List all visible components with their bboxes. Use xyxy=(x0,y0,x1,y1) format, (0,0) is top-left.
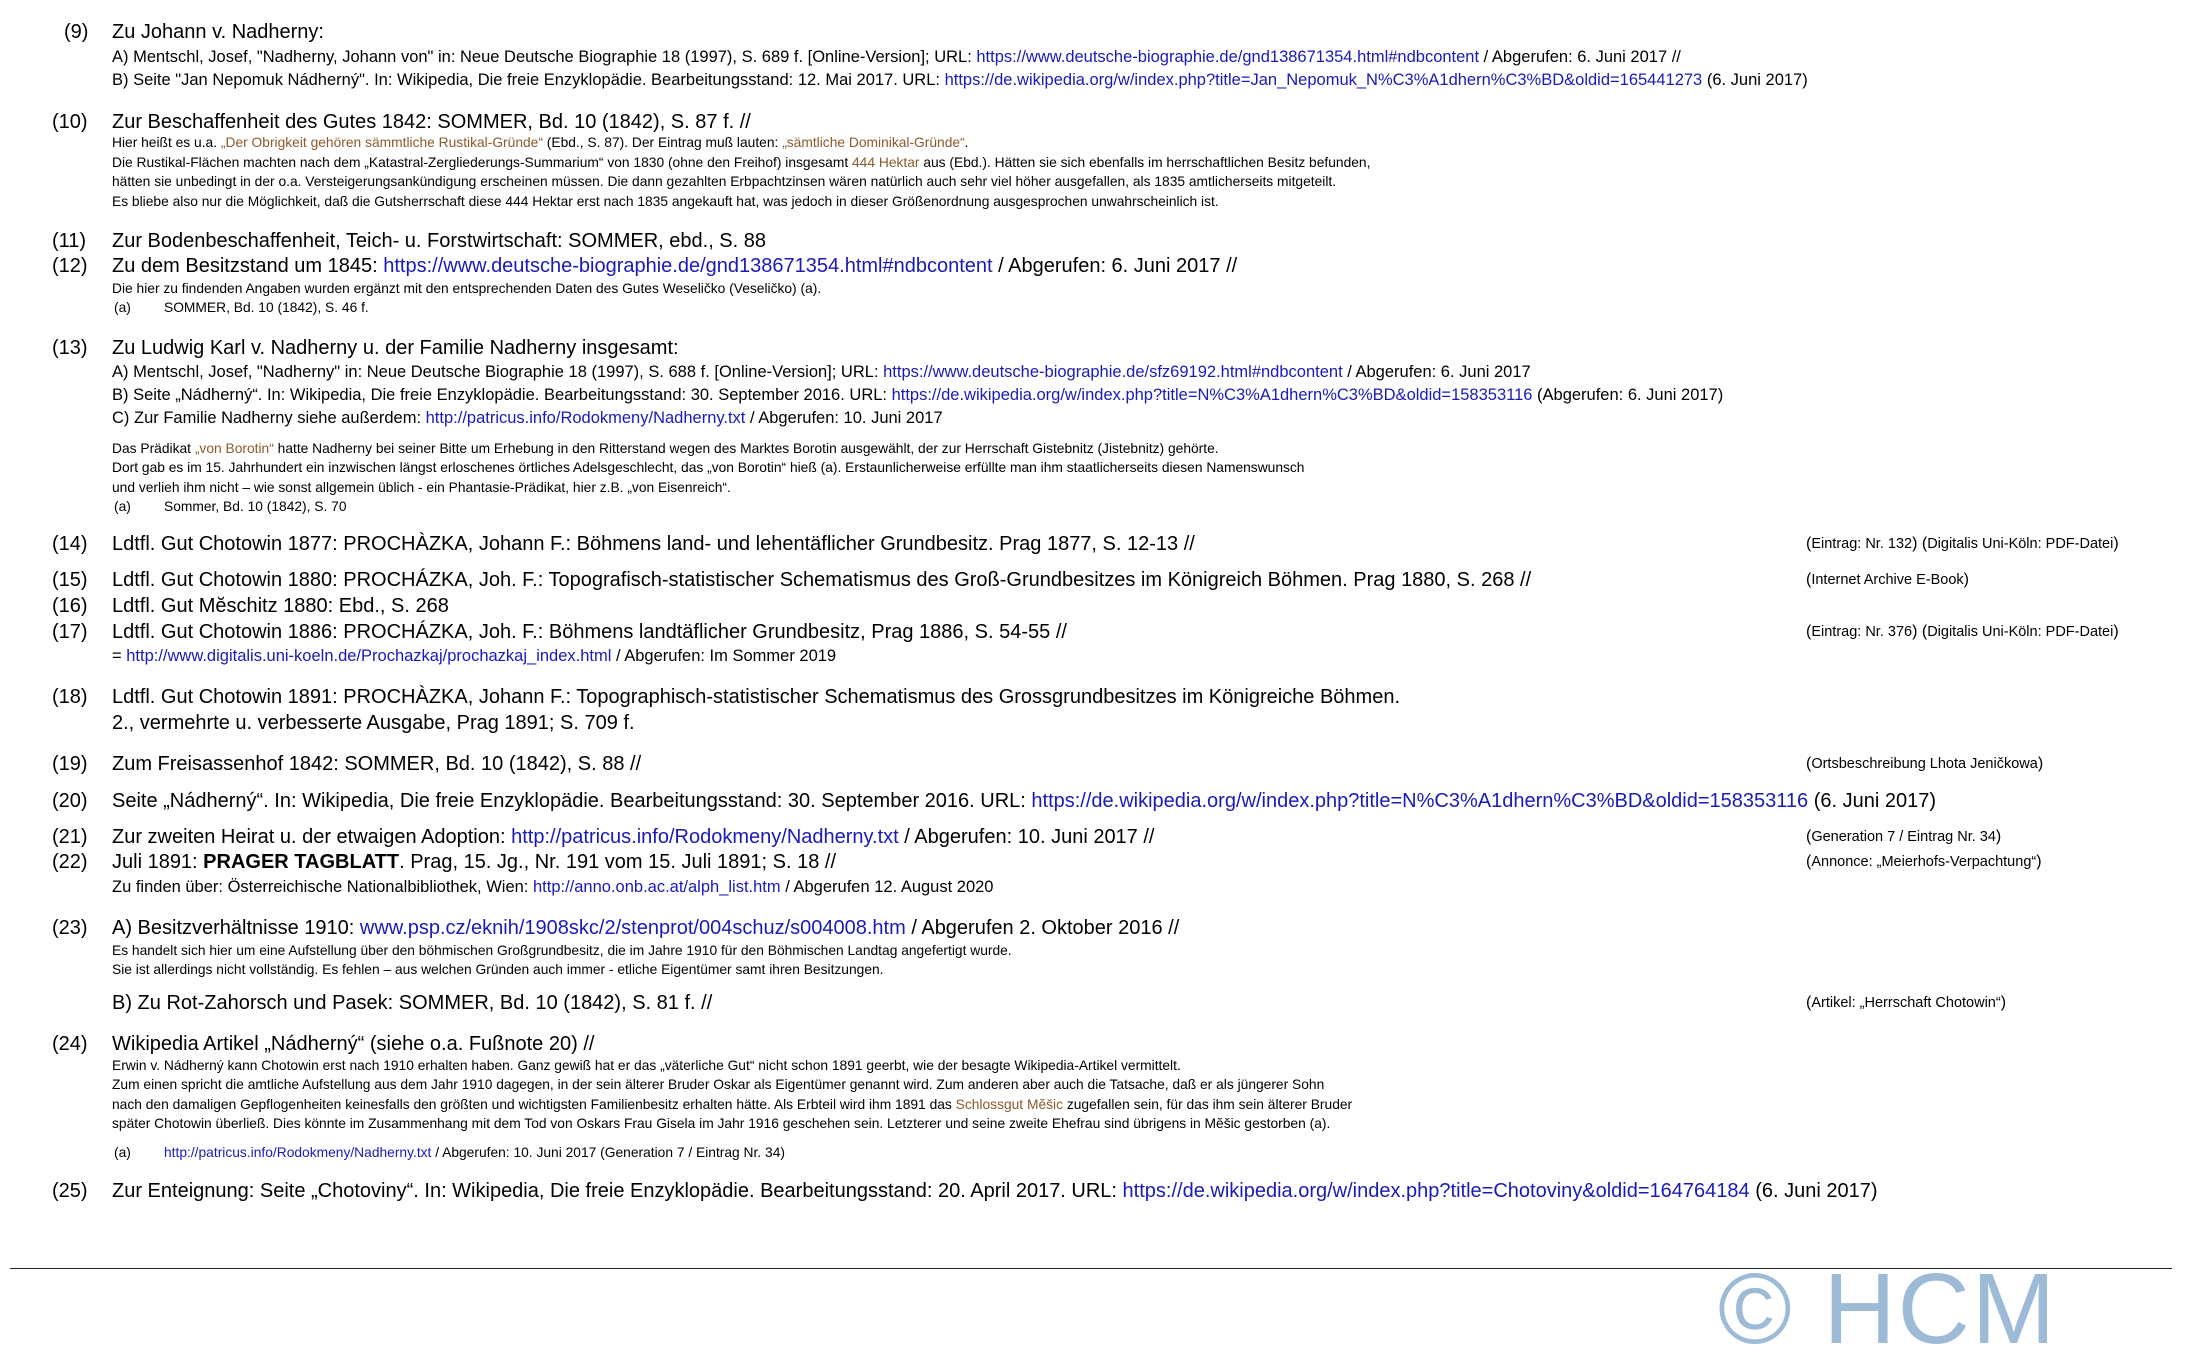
footnote-number: (13) xyxy=(52,337,88,359)
url-link[interactable]: http://anno.onb.ac.at/alph_list.htm xyxy=(532,878,781,896)
url-link[interactable]: www.psp.cz/eknih/1908skc/2/stenprot/004schuz/s004008.htm xyxy=(359,917,906,939)
url-link[interactable]: http://patricus.info/Rodokmeny/Nadherny.txt xyxy=(511,826,899,848)
text: Die Rustikal-Flächen machten nach dem „Katastral-Zergliederungs-Summarium“ von 1830 (ohne den Freihof) insgesamt xyxy=(112,155,852,170)
side-note: (Eintrag: Nr. 376) (Digitalis Uni-Köln: PDF-Datei) xyxy=(1806,623,2119,640)
footnote-line: Erwin v. Nádherný kann Chotowin erst nach 1910 erhalten haben. Ganz gewiß hat er das „väterliche Gut“ nicht schon 1891 geerbt, wie der besagte Wikipedia-Artikel vermittelt. xyxy=(112,1058,1181,1073)
text: Hier heißt es u.a. xyxy=(112,135,221,150)
text: Zur Enteignung: Seite „Chotoviny“. In: Wikipedia, Die freie Enzyklopädie. Bearbeitungsstand: 20. April 2017. URL: xyxy=(112,1180,1123,1202)
text: / Abgerufen: 10. Juni 2017 // xyxy=(898,826,1155,848)
text: . xyxy=(964,135,969,150)
quote-highlight: „sämtliche Dominikal-Gründe“ xyxy=(782,135,965,150)
text: Digitalis Uni-Köln: PDF-Datei xyxy=(1927,624,2114,640)
footnote-number: (15) xyxy=(52,569,88,591)
subnote-label: (a) xyxy=(114,300,131,315)
text: Eintrag: Nr. 132 xyxy=(1811,536,1913,552)
text: Eintrag: Nr. 376 xyxy=(1811,624,1913,640)
text: zugefallen sein, für das ihm sein älterer Bruder xyxy=(1063,1097,1353,1112)
text: / Abgerufen: Im Sommer 2019 xyxy=(611,647,837,665)
url-link[interactable]: https://www.deutsche-biographie.de/gnd138671354.html#ndbcontent xyxy=(976,48,1480,66)
footnote-title: Zu Ludwig Karl v. Nadherny u. der Familie Nadherny insgesamt: xyxy=(112,337,679,359)
footnote-title-continued: 2., vermehrte u. verbesserte Ausgabe, Prag 1891; S. 709 f. xyxy=(112,712,635,734)
text: / Abgerufen: 6. Juni 2017 xyxy=(1342,363,1531,381)
footnote-number: (18) xyxy=(52,686,88,708)
footnote-title: Zum Freisassenhof 1842: SOMMER, Bd. 10 (1842), S. 88 // xyxy=(112,753,642,775)
footnote-line xyxy=(112,133,969,153)
subnote-text: Sommer, Bd. 10 (1842), S. 70 xyxy=(164,499,347,514)
quote-highlight: 444 Hektar xyxy=(852,155,920,170)
side-note: (Generation 7 / Eintrag Nr. 34) xyxy=(1806,828,2002,845)
footnote-title: Zur Beschaffenheit des Gutes 1842: SOMMER, Bd. 10 (1842), S. 87 f. // xyxy=(112,111,751,133)
text: (Abgerufen: 6. Juni 2017) xyxy=(1532,386,1724,404)
footnote-number: (9) xyxy=(64,21,89,43)
footnote-number: (17) xyxy=(52,621,88,643)
text: B) Seite "Jan Nepomuk Nádherný". In: Wikipedia, Die freie Enzyklopädie. Bearbeitungsstand: 12. Mai 2017. URL: xyxy=(112,71,945,89)
footnote-number: (10) xyxy=(52,111,88,133)
side-note: (Artikel: „Herrschaft Chotowin“) xyxy=(1806,994,2007,1011)
url-link[interactable]: https://de.wikipedia.org/w/index.php?title=N%C3%A1dhern%C3%BD&oldid=158353116 xyxy=(891,386,1533,404)
text: hatte Nadherny bei seiner Bitte um Erhebung in den Ritterstand wegen des Marktes Borotin ausgewählt, der zur Herrschaft Gistebnitz (Jistebnitz) gehörte. xyxy=(273,441,1219,456)
text: B) Seite „Nádherný“. In: Wikipedia, Die freie Enzyklopädie. Bearbeitungsstand: 30. September 2016. URL: xyxy=(112,386,892,404)
footnote-line xyxy=(112,439,1219,459)
url-link[interactable]: https://de.wikipedia.org/w/index.php?title=Chotoviny&oldid=164764184 xyxy=(1122,1180,1750,1202)
quote-highlight: Schlossgut Mĕšic xyxy=(955,1097,1064,1112)
text: (6. Juni 2017) xyxy=(1808,790,1937,812)
text: / Abgerufen: 10. Juni 2017 xyxy=(745,409,943,427)
footnote-number: (23) xyxy=(52,917,88,939)
text: Zur zweiten Heirat u. der etwaigen Adoption: xyxy=(112,826,512,848)
footnote-title: Ldtfl. Gut Mĕschitz 1880: Ebd., S. 268 xyxy=(112,595,449,617)
text: Digitalis Uni-Köln: PDF-Datei xyxy=(1927,536,2114,552)
text: (6. Juni 2017) xyxy=(1749,1180,1878,1202)
text: Artikel: „Herrschaft Chotowin“ xyxy=(1811,995,2001,1011)
footnote-line: Sie ist allerdings nicht vollständig. Es fehlen – aus welchen Gründen auch immer - etliche Eigentümer samt ihren Besitzungen. xyxy=(112,962,884,977)
footnote-title xyxy=(112,825,1154,849)
text: Ortsbeschreibung Lhota Jeničkowa xyxy=(1811,756,2038,772)
footnote-title xyxy=(112,850,836,874)
footnote-line: Es handelt sich hier um eine Aufstellung über den böhmischen Großgrundbesitz, die im Jahre 1910 für den Böhmischen Landtag angefertigt wurde. xyxy=(112,943,1012,958)
footnote-title: Ldtfl. Gut Chotowin 1877: PROCHÀZKA, Johann F.: Böhmens land- und lehentäflicher Grundbesitz. Prag 1877, S. 12-13 // xyxy=(112,533,1195,555)
text: Juli 1891: xyxy=(112,851,204,873)
text: C) Zur Familie Nadherny siehe außerdem: xyxy=(112,409,426,427)
side-note: (Eintrag: Nr. 132) (Digitalis Uni-Köln: PDF-Datei) xyxy=(1806,535,2119,552)
footnote-line: Dort gab es im 15. Jahrhundert ein inzwischen längst erloschenes örtliches Adelsgeschlecht, das „von Borotin“ hieß (a). Erstaunlicherweise erfüllte man ihm staatlicherseits diesen Namenswunsch xyxy=(112,460,1305,475)
newspaper-name: PRAGER TAGBLATT xyxy=(203,851,400,873)
text: A) Mentschl, Josef, "Nadherny, Johann von" in: Neue Deutsche Biographie 18 (1997), S. 689 f. [Online-Version]; URL: xyxy=(112,48,977,66)
text: (6. Juni 2017) xyxy=(1702,71,1808,89)
url-link[interactable]: http://www.digitalis.uni-koeln.de/Prochazkaj/prochazkaj_index.html xyxy=(126,647,612,665)
footnote-title: B) Zu Rot-Zahorsch und Pasek: SOMMER, Bd. 10 (1842), S. 81 f. // xyxy=(112,992,713,1014)
footnote-number: (11) xyxy=(52,230,87,252)
footnote-line xyxy=(112,362,1531,383)
footnote-title xyxy=(112,916,1179,940)
footnote-title: Zu Johann v. Nadherny: xyxy=(112,21,324,43)
text: . Prag, 15. Jg., Nr. 191 vom 15. Juli 1891; S. 18 // xyxy=(399,851,836,873)
footnote-line xyxy=(112,1095,1352,1115)
footnote-number: (24) xyxy=(52,1033,88,1055)
url-link[interactable]: http://patricus.info/Rodokmeny/Nadherny.txt xyxy=(164,1145,432,1160)
footnote-line xyxy=(112,408,943,429)
footnote-number: (19) xyxy=(52,753,88,775)
footnote-line: hätten sie unbedingt in der o.a. Versteigerungsankündigung erscheinen müssen. Die dann gezahlten Erbpachtzinsen wären natürlich auch sehr viel höher ausgefallen, als 1835 amtlicherseits mitgeteilt. xyxy=(112,174,1337,189)
copyright-watermark: © HCM xyxy=(1718,1253,2058,1365)
side-note: (Annonce: „Meierhofs-Verpachtung“) xyxy=(1806,853,2042,870)
footnote-number: (21) xyxy=(52,826,88,848)
footnote-title xyxy=(112,1179,1878,1203)
footnote-number: (20) xyxy=(52,790,88,812)
url-link[interactable]: https://www.deutsche-biographie.de/gnd138671354.html#ndbcontent xyxy=(383,255,993,277)
url-link[interactable]: https://de.wikipedia.org/w/index.php?title=N%C3%A1dhern%C3%BD&oldid=158353116 xyxy=(1031,790,1809,812)
url-link[interactable]: https://de.wikipedia.org/w/index.php?title=Jan_Nepomuk_N%C3%A1dhern%C3%BD&oldid=165441273 xyxy=(944,71,1703,89)
footnote-title xyxy=(112,254,1237,278)
footnote-line: später Chotowin überließ. Dies könnte im Zusammenhang mit dem Tod von Oskars Frau Gisela im Jahr 1916 geschehen sein. Letzterer und seine zweite Ehefrau sind übrigens in Mĕšic gestorben (a). xyxy=(112,1116,1331,1131)
text: Annonce: „Meierhofs-Verpachtung“ xyxy=(1811,854,2037,870)
text: Internet Archive E-Book xyxy=(1811,572,1964,588)
footnote-number: (16) xyxy=(52,595,88,617)
footnote-title: Ldtfl. Gut Chotowin 1880: PROCHÁZKA, Joh. F.: Topografisch-statistischer Schematismus des Groß-Grundbesitzes im Königreich Böhmen. Prag 1880, S. 268 // xyxy=(112,569,1532,591)
footnote-title xyxy=(112,789,1936,813)
text: / Abgerufen 12. August 2020 xyxy=(780,878,994,896)
text: / Abgerufen: 6. Juni 2017 // xyxy=(992,255,1238,277)
footnote-title: Ldtfl. Gut Chotowin 1891: PROCHÀZKA, Johann F.: Topographisch-statistischer Schematismus des Grossgrundbesitzes im Königreiche Böhmen. xyxy=(112,686,1401,708)
text: / Abgerufen: 10. Juni 2017 (Generation 7 / Eintrag Nr. 34) xyxy=(431,1145,785,1160)
footnote-line xyxy=(112,153,1370,173)
footnote-line: und verlieh ihm nicht – wie sonst allgemein üblich - ein Phantasie-Prädikat, hier z.B. „von Eisenreich“. xyxy=(112,480,731,495)
subnote-label: (a) xyxy=(114,499,131,514)
text: A) Mentschl, Josef, "Nadherny" in: Neue Deutsche Biographie 18 (1997), S. 688 f. [Online-Version]; URL: xyxy=(112,363,884,381)
text: (Ebd., S. 87). Der Eintrag muß lauten: xyxy=(542,135,783,150)
text: Das Prädikat xyxy=(112,441,195,456)
footnote-line xyxy=(112,47,1681,68)
footnote-line xyxy=(112,877,993,898)
footnote-line: Die hier zu findenden Angaben wurden ergänzt mit den entsprechenden Daten des Gutes Weseličko (Veseličko) (a). xyxy=(112,281,822,296)
quote-highlight: „von Borotin“ xyxy=(194,441,274,456)
text: aus (Ebd.). Hätten sie sich ebenfalls im herrschaftlichen Besitz befunden, xyxy=(919,155,1371,170)
text: Zu dem Besitzstand um 1845: xyxy=(112,255,384,277)
url-link[interactable]: http://patricus.info/Rodokmeny/Nadherny.txt xyxy=(425,409,746,427)
text: = xyxy=(112,647,127,665)
url-link[interactable]: https://www.deutsche-biographie.de/sfz69192.html#ndbcontent xyxy=(883,363,1343,381)
footnote-line xyxy=(112,385,1723,406)
subnote-text xyxy=(164,1143,785,1163)
footnote-number: (22) xyxy=(52,851,88,873)
text: Seite „Nádherný“. In: Wikipedia, Die freie Enzyklopädie. Bearbeitungsstand: 30. September 2016. URL: xyxy=(112,790,1032,812)
side-note: (Internet Archive E-Book) xyxy=(1806,571,1969,588)
footnote-line: Es bliebe also nur die Möglichkeit, daß die Gutsherrschaft diese 444 Hektar erst nach 1835 angekauft hat, was jedoch in dieser Größenordnung ausgesprochen unwahrscheinlich ist. xyxy=(112,194,1219,209)
footnote-number: (25) xyxy=(52,1180,88,1202)
text: nach den damaligen Gepflogenheiten keinesfalls den größten und wichtigsten Familienbesitz erhalten hätte. Als Erbteil wird ihm 1891 das xyxy=(112,1097,956,1112)
text: Zu finden über: Österreichische Nationalbibliothek, Wien: xyxy=(112,878,533,896)
text: A) Besitzverhältnisse 1910: xyxy=(112,917,360,939)
text: Generation 7 / Eintrag Nr. 34 xyxy=(1811,829,1996,845)
subnote-text: SOMMER, Bd. 10 (1842), S. 46 f. xyxy=(164,300,369,315)
text: / Abgerufen 2. Oktober 2016 // xyxy=(905,917,1180,939)
footnote-title: Zur Bodenbeschaffenheit, Teich- u. Forstwirtschaft: SOMMER, ebd., S. 88 xyxy=(112,230,767,252)
footnote-line: Zum einen spricht die amtliche Aufstellung aus dem Jahr 1910 dagegen, in der sein älterer Bruder Oskar als Eigentümer genannt wird. Zum anderen aber auch die Tatsache, daß er als jüngerer Sohn xyxy=(112,1077,1325,1092)
footnote-title: Wikipedia Artikel „Nádherný“ (siehe o.a. Fußnote 20) // xyxy=(112,1033,595,1055)
quote-highlight: „Der Obrigkeit gehören sämmtliche Rustikal-Gründe“ xyxy=(220,135,543,150)
subnote-label: (a) xyxy=(114,1145,131,1160)
text: / Abgerufen: 6. Juni 2017 // xyxy=(1479,48,1681,66)
footnote-line xyxy=(112,70,1808,91)
side-note: (Ortsbeschreibung Lhota Jeničkowa) xyxy=(1806,755,2044,772)
footnote-title: Ldtfl. Gut Chotowin 1886: PROCHÁZKA, Joh. F.: Böhmens landtäflicher Grundbesitz, Prag 1886, S. 54-55 // xyxy=(112,621,1067,643)
footnote-number: (12) xyxy=(52,255,88,277)
footnote-number: (14) xyxy=(52,533,88,555)
footnote-line xyxy=(112,646,836,667)
